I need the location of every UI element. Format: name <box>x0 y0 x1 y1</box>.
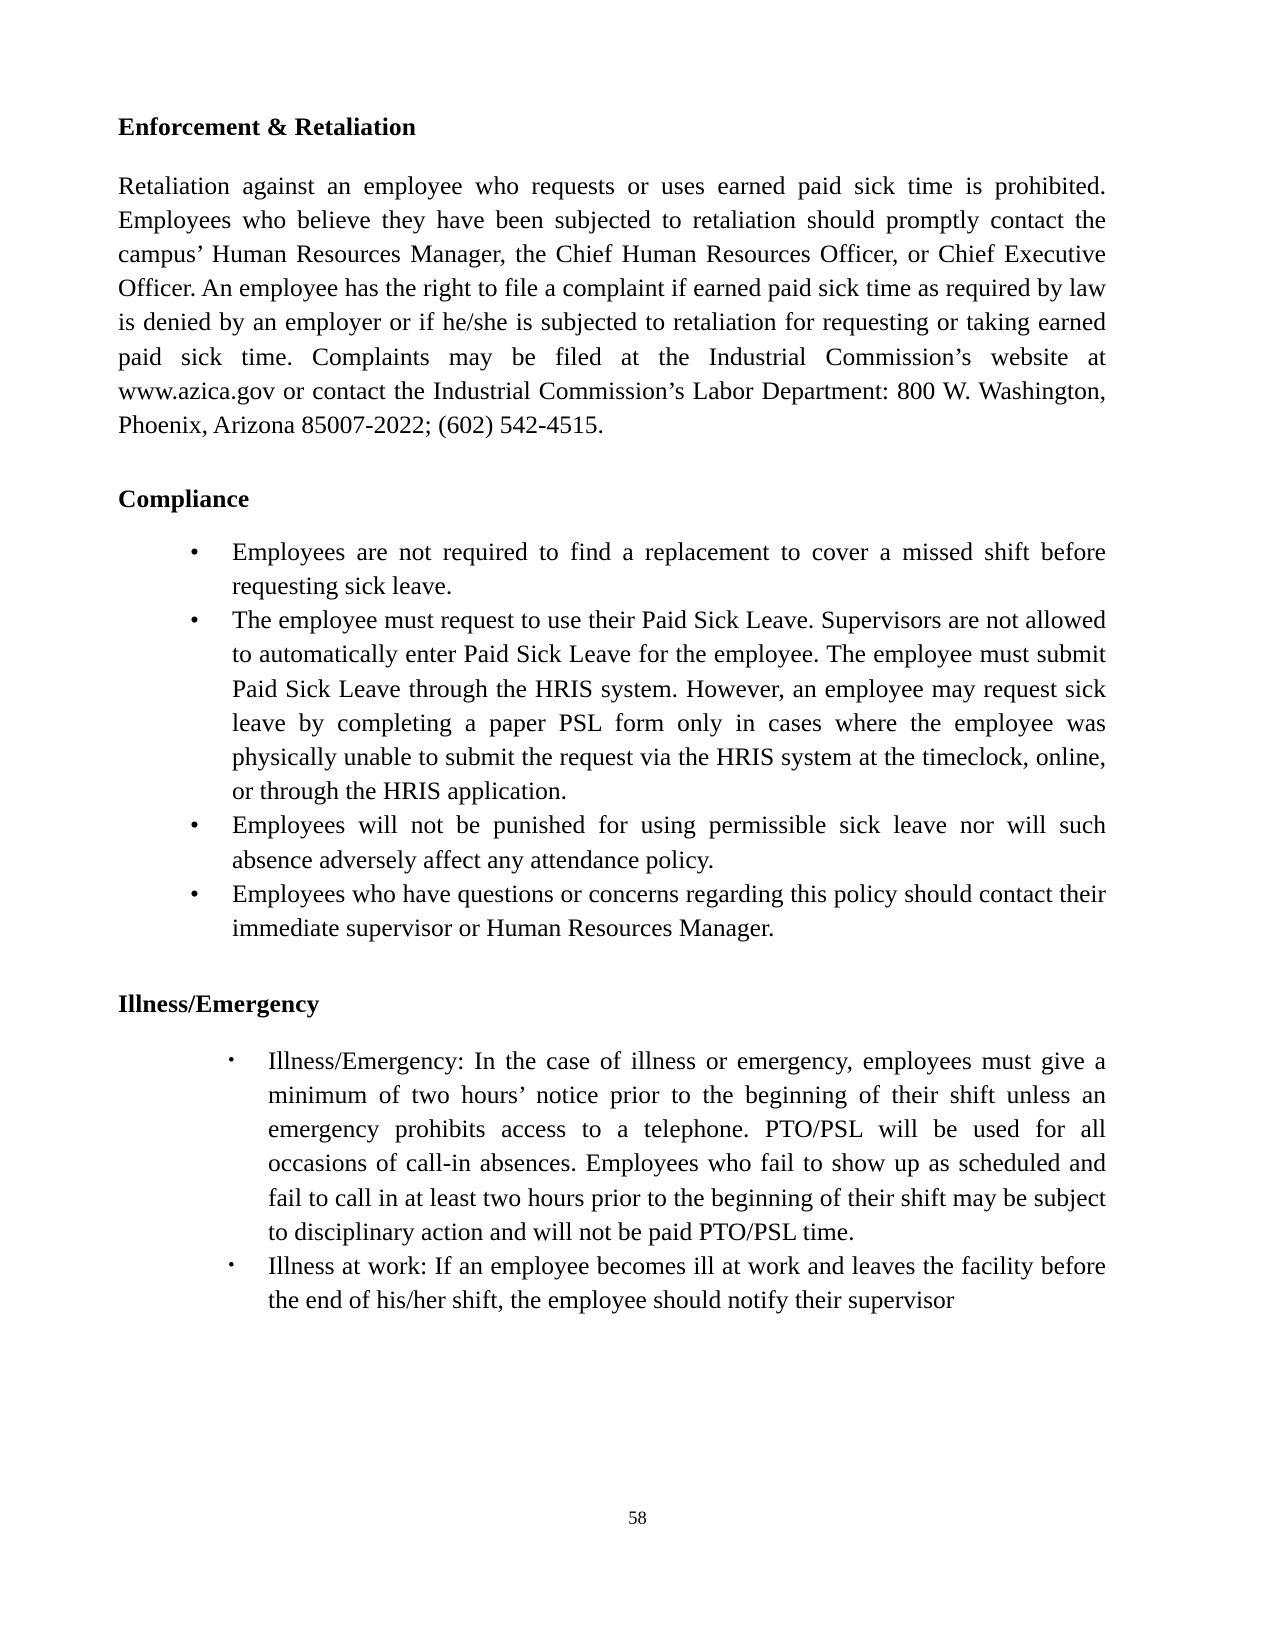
list-item <box>160 603 1106 808</box>
page-content <box>118 112 1106 1317</box>
list-item-text: The employee must request to use their Paid Sick Leave. Supervisors are not allowed to automatically enter Paid Sick Leave for the employee. The employee must submit Paid Sick Leave through the HRIS system. However, an employee may request sick leave by completing a paper PSL form only in cases where the employee was physically unable to submit the request via the HRIS system at the timeclock, online, or through the HRIS application. <box>232 605 1106 806</box>
list-item-text: Employees will not be punished for using permissible sick leave nor will such absence adversely affect any attendance policy. <box>232 810 1106 874</box>
list-item-text: Illness at work: If an employee becomes ill at work and leaves the facility before the end of his/her shift, the employee should notify their supervisor <box>268 1251 1106 1315</box>
bullet-icon: • <box>228 1255 235 1277</box>
compliance-bullet-list <box>160 535 1106 945</box>
list-item-text: Employees who have questions or concerns regarding this policy should contact their immediate supervisor or Human Resources Manager. <box>232 878 1106 943</box>
list-item <box>196 1249 1106 1317</box>
bullet-icon: • <box>228 1049 235 1071</box>
list-item-text: Illness/Emergency: In the case of illness or emergency, employees must give a minimum of two hours’ notice prior to the beginning of their shift unless an emergency prohibits access to a telephone. PTO/PSL will be used for all occasions of call-in absences. Employees who fail to show up as scheduled and fail to call in at least two hours prior to the beginning of their shift may be subject to disciplinary action and will not be paid PTO/PSL time. <box>268 1045 1106 1246</box>
list-item <box>160 535 1106 603</box>
paragraph-enforcement-retaliation: Retaliation against an employee who requests or uses earned paid sick time is prohibited. Employees who believe they have been subjected to retaliation should promptly contact the campus’ Human Resources Manager, the Chief Human Resources Officer, or Chief Executive Officer. An employee has the right to file a complaint if earned paid sick time as required by law is denied by an employer or if he/she is subjected to retaliation for requesting or taking earned paid sick time. Complaints may be filed at the Industrial Commission’s website at www.azica.gov or contact the Industrial Commission’s Labor Department: 800 W. Washington, Phoenix, Arizona 85007-2022; (602) 542-4515. <box>118 170 1106 440</box>
bullet-icon: • <box>190 536 199 566</box>
list-item-text: Employees are not required to find a replacement to cover a missed shift before requesting sick leave. <box>232 536 1106 601</box>
heading-compliance: Compliance <box>118 484 250 514</box>
bullet-icon: • <box>190 810 199 840</box>
list-item <box>196 1044 1106 1249</box>
heading-enforcement-retaliation: Enforcement & Retaliation <box>118 112 417 141</box>
list-item <box>160 808 1106 876</box>
bullet-icon: • <box>190 878 199 908</box>
page-number: 58 <box>628 1509 647 1529</box>
illness-emergency-bullet-list <box>196 1044 1106 1318</box>
list-item <box>160 877 1106 945</box>
heading-illness-emergency: Illness/Emergency <box>118 989 320 1019</box>
bullet-icon: • <box>190 605 199 635</box>
